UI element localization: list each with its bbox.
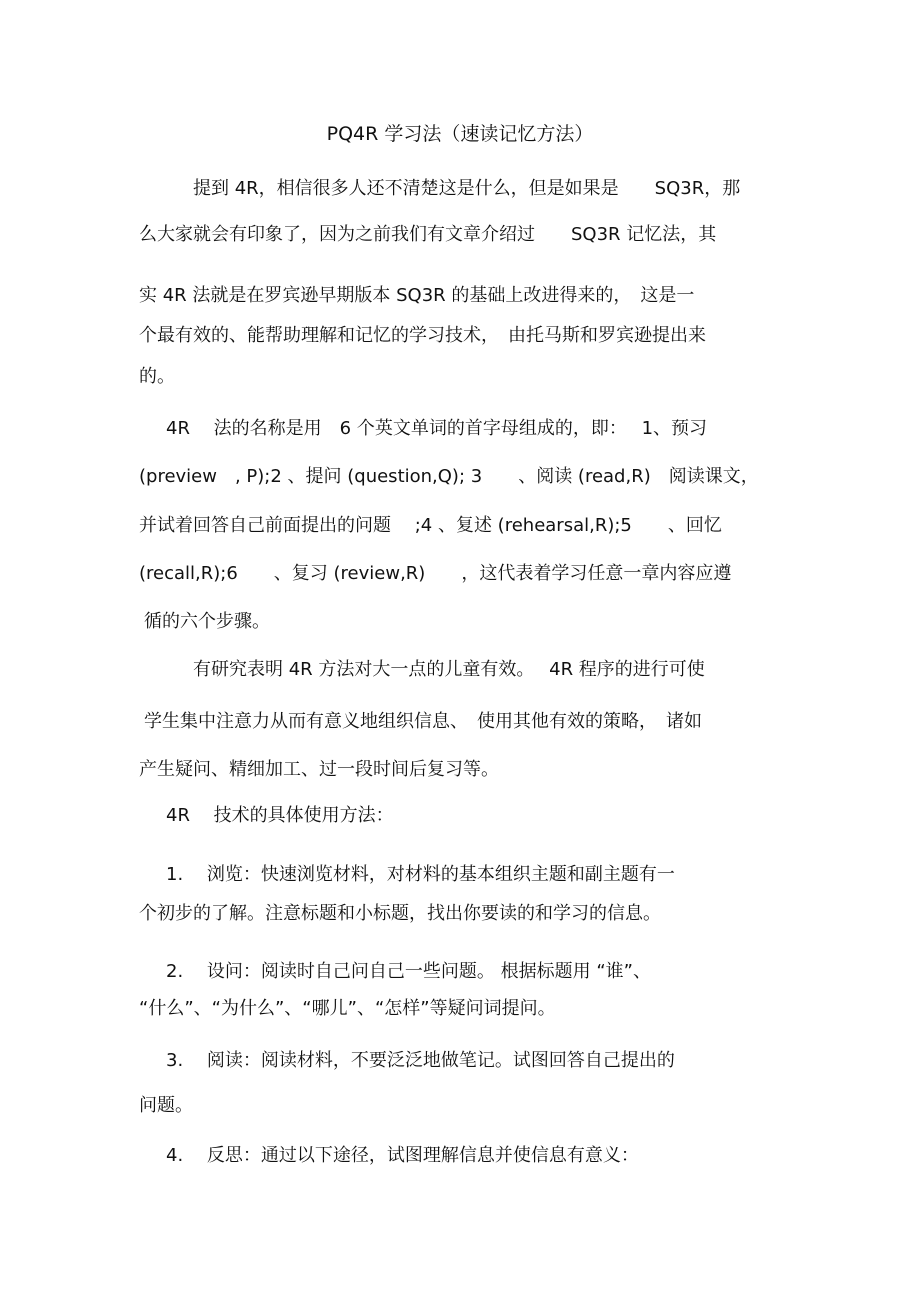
step-1-line-2: 个初步的了解。注意标题和小标题，找出你要读的和学习的信息。 bbox=[139, 903, 661, 924]
document-title: PQ4R 学习法（速读记忆方法） bbox=[326, 123, 594, 145]
paragraph-2-line-4: (recall,R);6 、复习 (review,R) ，这代表着学习任意一章内容应遵 bbox=[139, 563, 732, 584]
paragraph-1-line-3: 实 4R 法就是在罗宾逊早期版本 SQ3R 的基础上改进得来的， 这是一 bbox=[139, 285, 695, 306]
paragraph-3-line-2: 学生集中注意力从而有意义地组织信息、 使用其他有效的策略， 诸如 bbox=[144, 711, 702, 732]
step-1-line-1: 1. 浏览：快速浏览材料，对材料的基本组织主题和副主题有一 bbox=[166, 864, 675, 885]
paragraph-1-line-5: 的。 bbox=[139, 366, 175, 387]
paragraph-3-line-3: 产生疑问、精细加工、过一段时间后复习等。 bbox=[139, 759, 499, 780]
step-3-line-2: 问题。 bbox=[139, 1095, 193, 1116]
paragraph-2-line-1: 4R 法的名称是用 6 个英文单词的首字母组成的，即： 1、预习 bbox=[166, 418, 708, 439]
paragraph-1-line-1: 提到 4R，相信很多人还不清楚这是什么，但是如果是 SQ3R，那 bbox=[193, 178, 741, 199]
paragraph-1-line-4: 个最有效的、能帮助理解和记忆的学习技术， 由托马斯和罗宾逊提出来 bbox=[139, 325, 706, 346]
paragraph-2-line-3: 并试着回答自己前面提出的问题 ;4 、复述 (rehearsal,R);5 、回忆 bbox=[139, 515, 722, 536]
step-2-line-1: 2. 设问：阅读时自己问自己一些问题。 根据标题用 “谁”、 bbox=[166, 961, 651, 982]
paragraph-2-line-2: (preview , P);2 、提问 (question,Q); 3 、阅读 (read,R) 阅读课文， bbox=[139, 466, 759, 487]
step-4-line-1: 4. 反思：通过以下途径，试图理解信息并使信息有意义： bbox=[166, 1145, 639, 1166]
paragraph-1-line-2: 么大家就会有印象了，因为之前我们有文章介绍过 SQ3R 记忆法，其 bbox=[139, 224, 717, 245]
paragraph-3-line-1: 有研究表明 4R 方法对大一点的儿童有效。 4R 程序的进行可使 bbox=[193, 659, 705, 680]
section-heading: 4R 技术的具体使用方法： bbox=[166, 805, 394, 826]
step-2-line-2: “什么”、“为什么”、“哪儿”、“怎样”等疑问词提问。 bbox=[139, 998, 556, 1019]
paragraph-2-line-5: 循的六个步骤。 bbox=[144, 611, 270, 632]
step-3-line-1: 3. 阅读：阅读材料，不要泛泛地做笔记。试图回答自己提出的 bbox=[166, 1050, 675, 1071]
